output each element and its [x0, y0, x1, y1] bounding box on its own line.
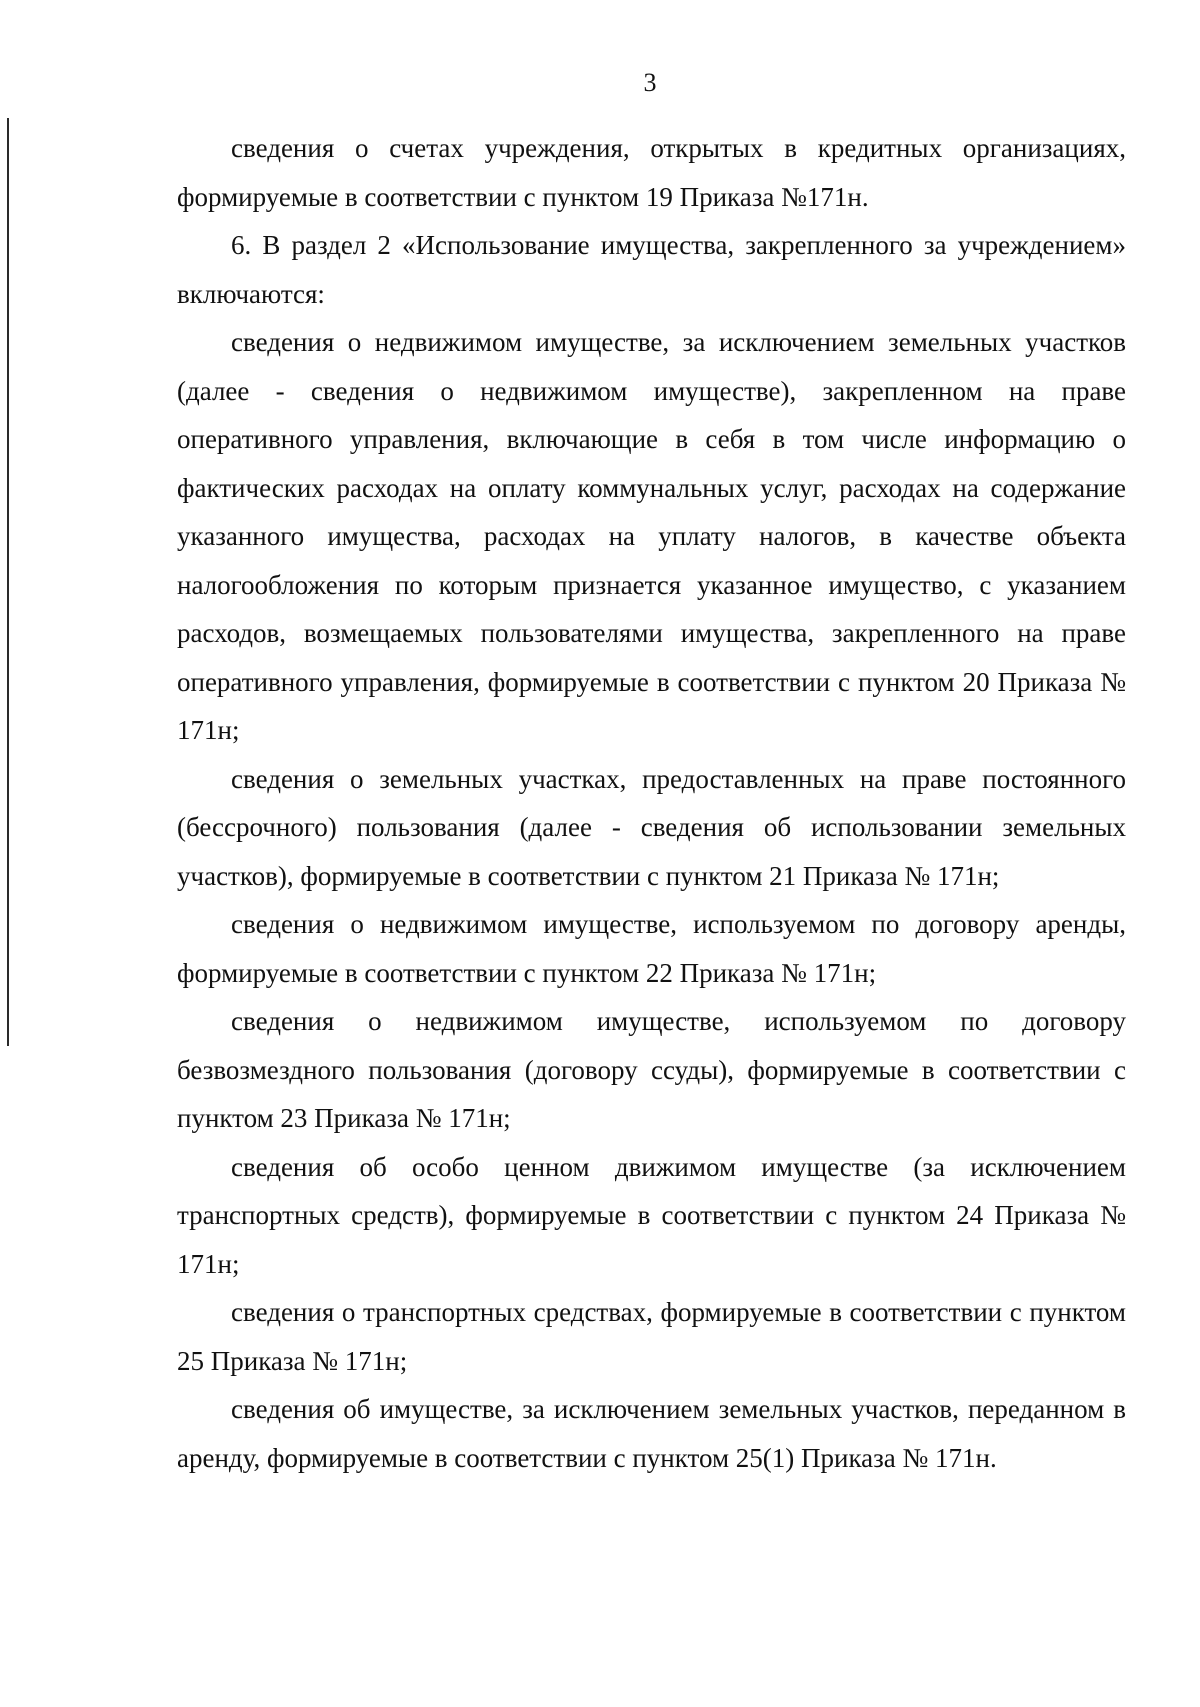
paragraph-movable-property: сведения об особо ценном движимом имуществе (за исключением транспортных средств), формируемые в соответствии с пунктом 24 Приказа № 171н; — [177, 1151, 1126, 1279]
page-number: 3 — [643, 68, 657, 97]
paragraph-free-use: сведения о недвижимом имуществе, используемом по договору безвозмездного пользования (договору ссуды), формируемые в соответствии с пунктом 23 Приказа № 171н; — [177, 1006, 1126, 1133]
paragraph-accounts: сведения о счетах учреждения, открытых в кредитных организациях, формируемые в соответствии с пунктом 19 Приказа №171н. — [177, 133, 1126, 212]
paragraph-real-estate: сведения о недвижимом имуществе, за исключением земельных участков (далее - сведения о недвижимом имуществе), закрепленном на праве оперативного управления, включающие в себя в том числе информацию о фактических расходах на оплату коммунальных услуг, расходах на содержание указанного имущества, расходах на уплату налогов, в качестве объекта налогообложения по которым признается указанное имущество, с указанием расходов, возмещаемых пользователями имущества, закрепленного на праве оперативного управления, формируемые в соответствии с пунктом 20 Приказа № 171н; — [177, 327, 1126, 745]
paragraph-leased-out: сведения об имуществе, за исключением земельных участков, переданном в аренду, формируемые в соответствии с пунктом 25(1) Приказа № 171н. — [177, 1394, 1126, 1473]
scan-margin-line — [7, 118, 9, 1046]
paragraph-land-plots: сведения о земельных участках, предоставленных на праве постоянного (бессрочного) пользования (далее - сведения об использовании земельных участков), формируемые в соответствии с пунктом 21 Приказа № 171н; — [177, 763, 1126, 891]
paragraph-section-2-heading: 6. В раздел 2 «Использование имущества, закрепленного за учреждением» включаются: — [177, 230, 1126, 309]
document-body — [177, 124, 1126, 1482]
paragraph-vehicles: сведения о транспортных средствах, формируемые в соответствии с пунктом 25 Приказа № 171н; — [177, 1297, 1126, 1376]
paragraph-lease: сведения о недвижимом имуществе, используемом по договору аренды, формируемые в соответствии с пунктом 22 Приказа № 171н; — [177, 909, 1126, 988]
